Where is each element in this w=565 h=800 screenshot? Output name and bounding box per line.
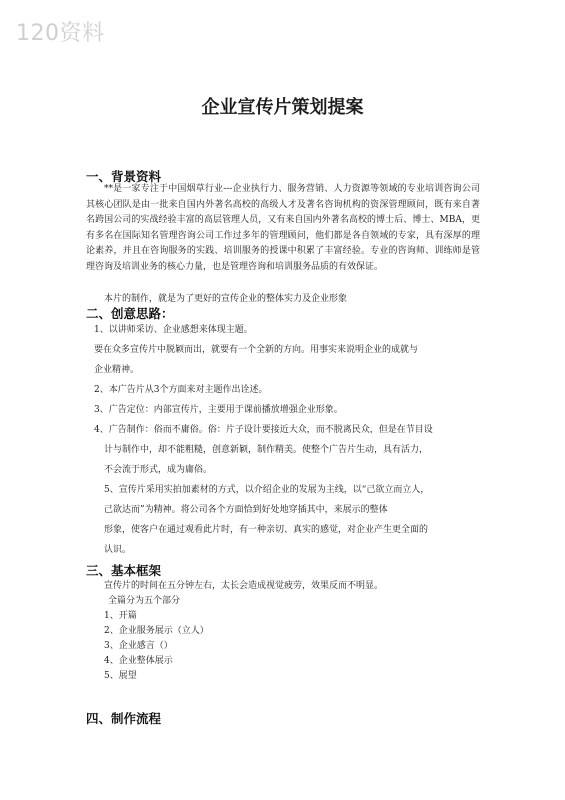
framework-item: 2、企业服务展示（立人） bbox=[104, 626, 209, 636]
background-paragraph: **是一家专注于中国烟草行业---企业执行力、服务营销、人力资源等领域的专业培训咨询公司其核心团队是由一批来自国内外著名高校的高级人才及著名咨询机构的资深管理顾问，既有来自著名跨国公司的实战经验丰富的高层管理人员，又有来自国内外著名高校的博士后、博士、MBA，更有多名在国际知名管理咨询公司工作过多年的管理顾问，他们都是各自领域的专家，具有深厚的理论素养，并且在咨询服务的实践、培训服务的授课中积累了丰富经验。专业的咨询师、训练师是管理咨询及培训业务的核心力量，也是管理咨询和培训服务品质的有效保证。 bbox=[86, 184, 480, 272]
framework-line: 宣传片的时间在五分钟左右，太长会造成视觉疲劳，效果反而不明显。 bbox=[104, 581, 384, 591]
creative-line: 2、本广告片从3个方面来对主题作出诠述。 bbox=[94, 385, 268, 395]
document-title: 企业宣传片策划提案 bbox=[201, 97, 364, 118]
creative-line: 不会流于形式，成为庸俗。 bbox=[104, 465, 213, 475]
creative-line: 1、以讲师采访、企业感想来体现主题。 bbox=[94, 325, 253, 335]
creative-line: 4、广告制作：俗而不庸俗。俗：片子设计要接近大众，而不脱离民众，但是在节目设 bbox=[94, 425, 433, 435]
framework-line: 全篇分为五个部分 bbox=[108, 596, 181, 606]
background-purpose-line: 本片的制作，就是为了更好的宣传企业的整体实力及企业形象 bbox=[104, 294, 348, 304]
section-heading-background: 一、背景资料 bbox=[86, 169, 162, 184]
section-heading-process: 四、制作流程 bbox=[86, 711, 162, 726]
section-heading-creative: 二、创意思路： bbox=[86, 306, 174, 321]
framework-item: 5、展望 bbox=[104, 671, 137, 681]
creative-line: 己欲达而”为精神。将公司各个方面恰到好处地穿插其中，来展示的整体 bbox=[104, 505, 388, 515]
creative-line: 5、宣传片采用实拍加素材的方式，以介绍企业的发展为主线，以“己欲立而立人， bbox=[104, 485, 430, 495]
watermark: 120资料 bbox=[16, 21, 105, 46]
framework-item: 3、企业感言（） bbox=[104, 641, 173, 651]
framework-item: 1、开篇 bbox=[104, 611, 137, 621]
creative-line: 形象，使客户在通过观看此片时，有一种亲切、真实的感觉，对企业产生更全面的 bbox=[104, 525, 429, 535]
creative-line: 要在众多宣传片中脱颖而出，就要有一个全新的方向。用事实来说明企业的成就与 bbox=[94, 345, 419, 355]
creative-line: 3、广告定位：内部宣传片，主要用于课前播放增强企业形象。 bbox=[94, 405, 343, 415]
creative-line: 认识。 bbox=[104, 545, 132, 555]
framework-item: 4、企业整体展示 bbox=[104, 656, 173, 666]
creative-line: 计与制作中，却不能粗糙，创意新颖，制作精美。使整个广告片生动，具有活力， bbox=[104, 445, 429, 455]
section-heading-framework: 三、基本框架 bbox=[86, 563, 162, 578]
creative-line: 企业精神。 bbox=[94, 365, 140, 375]
